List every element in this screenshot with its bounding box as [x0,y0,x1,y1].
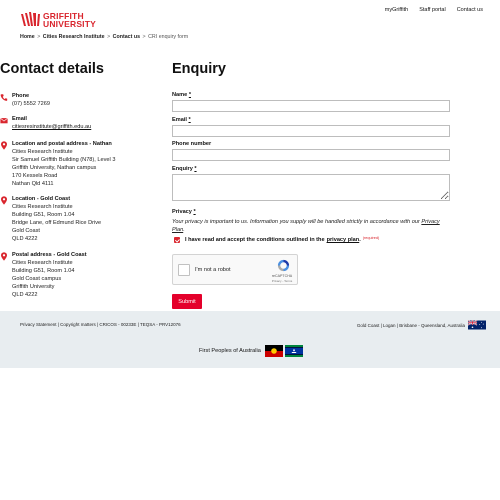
footer-campus-text[interactable]: Gold Coast | Logan | Brisbane - Queensland, Australia [356,322,465,328]
utility-nav [385,7,483,13]
breadcrumb-current: CRI enquiry form [148,34,189,40]
consent-privacy-plan-link[interactable]: privacy plan [326,237,360,243]
email-label: Email [12,116,27,122]
goldcoast-location-line: Cities Research Institute [12,204,73,210]
nathan-address-line: Griffith University, Nathan campus [12,165,97,171]
nathan-address-line: Nathan Qld 4111 [12,181,54,187]
link-staff-portal[interactable]: Staff portal [419,7,446,13]
australian-flag-icon [468,320,486,330]
name-label-text: Name [172,92,188,98]
logo-line2: UNIVERSITY [43,19,97,29]
privacy-label [172,209,196,215]
map-pin-icon [0,141,8,150]
first-peoples-text: First Peoples of Australia [199,348,261,354]
nathan-address-line: Cities Research Institute [12,149,73,155]
enquiry-label-text: Enquiry [172,166,193,172]
consent-checkbox[interactable] [174,237,180,243]
breadcrumb-separator: > [107,34,111,40]
phone-label: Phone [12,93,30,99]
goldcoast-location-line: Bridge Lane, off Edmund Rice Drive [12,220,102,226]
goldcoast-location-line: Gold Coast [12,228,40,234]
breadcrumb-separator: > [142,34,146,40]
breadcrumb-home[interactable]: Home [20,34,35,40]
recaptcha-label: I'm not a robot [195,267,231,273]
required-note: (required) [362,236,380,240]
link-contact-us[interactable]: Contact us [456,7,483,13]
phone-icon [0,93,8,102]
required-marker: * [188,92,191,98]
griffith-logo-icon [20,11,40,29]
footer-campus-links [357,320,486,330]
griffith-logo[interactable] [20,11,96,29]
enquiry-label [172,166,197,172]
nathan-address-line: 170 Kessels Road [12,173,58,179]
privacy-statement [172,218,452,234]
goldcoast-postal-line: Cities Research Institute [12,260,73,266]
envelope-icon [0,116,8,125]
breadcrumb-separator: > [37,34,41,40]
phone-number-label: Phone number [172,141,212,147]
first-peoples-row [199,345,303,357]
enquiry-textarea[interactable] [172,174,450,201]
enquiry-title: Enquiry [172,61,226,77]
breadcrumb-contact-us[interactable]: Contact us [112,34,141,40]
map-pin-icon [0,252,8,261]
required-marker: * [194,166,197,172]
recaptcha-checkbox[interactable] [178,264,190,276]
submit-button[interactable]: Submit [172,294,202,309]
link-mygriffith[interactable]: myGriffith [384,7,409,13]
goldcoast-location-label: Location - Gold Coast [12,196,71,202]
aboriginal-flag-icon [265,345,283,357]
privacy-statement-text: Your privacy is important to us. Information you supply will be handled strictly in accordance with our [172,219,422,225]
privacy-label-text: Privacy [172,209,192,215]
logo-wordmark [43,12,96,28]
nathan-address-line: Sir Samuel Griffith Building (N78), Level 3 [12,157,116,163]
site-footer [0,311,500,368]
goldcoast-postal-line: QLD 4222 [12,292,38,298]
recaptcha-terms[interactable]: Privacy - Terms [271,279,293,283]
recaptcha-widget [172,254,298,285]
map-pin-icon [0,196,8,205]
enquiry-form [172,60,452,305]
email-link[interactable]: citiesresinstitute@griffith.edu.au [12,124,92,130]
phone-number-field[interactable] [172,149,450,161]
privacy-statement-end: . [183,227,185,233]
breadcrumb-cities-research[interactable]: Cities Research Institute [42,34,105,40]
breadcrumb [20,34,188,40]
goldcoast-location-line: QLD 4222 [12,236,38,242]
consent-text: I have read and accept the conditions outlined in the [185,237,325,243]
goldcoast-postal-line: Griffith University [12,284,55,290]
goldcoast-location-line: Building G51, Room 1.04 [12,212,75,218]
email-label-text: Email [172,117,187,123]
required-marker: * [193,209,196,215]
required-marker: * [188,117,191,123]
goldcoast-postal-line: Building G51, Room 1.04 [12,268,75,274]
recaptcha-logo-icon [277,259,290,272]
nathan-address-label: Location and postal address - Nathan [12,141,112,147]
footer-legal-links[interactable]: Privacy Statement | Copyright matters | CRICOS - 00233E | TEQSA - PRV12076 [20,322,181,327]
email-field[interactable] [172,125,450,137]
email-label [172,117,191,123]
torres-strait-islander-flag-icon [285,345,303,357]
privacy-plan-link[interactable]: Privacy Plan [172,219,440,233]
consent-end: . [359,237,361,243]
contact-details-title: Contact details [0,61,104,77]
name-field[interactable] [172,100,450,112]
name-label [172,92,191,98]
contact-details-section [0,60,150,298]
site-header [0,0,500,48]
consent-row [174,237,379,243]
goldcoast-postal-label: Postal address - Gold Coast [12,252,87,258]
recaptcha-brand: reCAPTCHA [271,274,293,278]
phone-number[interactable]: (07) 5552 7269 [12,101,50,107]
goldcoast-postal-line: Gold Coast campus [12,276,62,282]
logo-line1: GRIFFITH [43,11,84,21]
